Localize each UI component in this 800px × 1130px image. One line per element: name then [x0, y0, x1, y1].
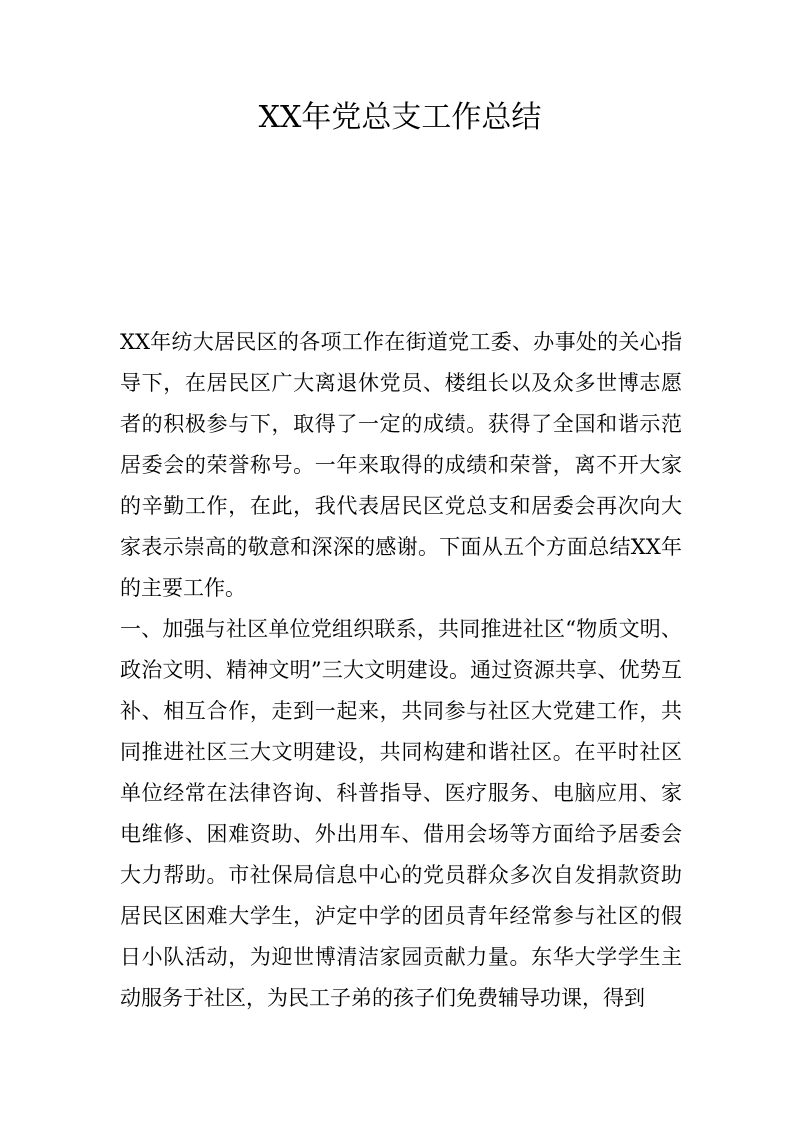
- document-title: XX年党总支工作总结: [258, 100, 542, 135]
- document-body: [120, 322, 682, 1019]
- paragraph-section-one: 一、加强与社区单位党组织联系，共同推进社区“物质文明、政治文明、精神文明”三大文明建设。通过资源共享、优势互补、相互合作，走到一起来，共同参与社区大党建工作，共同推进社区三大文明建设，共同构建和谐社区。在平时社区单位经常在法律咨询、科普指导、医疗服务、电脑应用、家电维修、困难资助、外出用车、借用会场等方面给予居委会大力帮助。市社保局信息中心的党员群众多次自发捐款资助居民区困难大学生，泸定中学的团员青年经常参与社区的假日小队活动，为迎世博清洁家园贡献力量。东华大学学生主动服务于社区，为民工子弟的孩子们免费辅导功课，得到: [120, 617, 682, 1010]
- paragraph-intro: XX年纺大居民区的各项工作在街道党工委、办事处的关心指导下，在居民区广大离退休党员、楼组长以及众多世博志愿者的积极参与下，取得了一定的成绩。获得了全国和谐示范居委会的荣誉称号。一年来取得的成绩和荣誉，离不开大家的辛勤工作，在此，我代表居民区党总支和居委会再次向大家表示崇高的敬意和深深的感谢。下面从五个方面总结XX年的主要工作。: [120, 330, 682, 600]
